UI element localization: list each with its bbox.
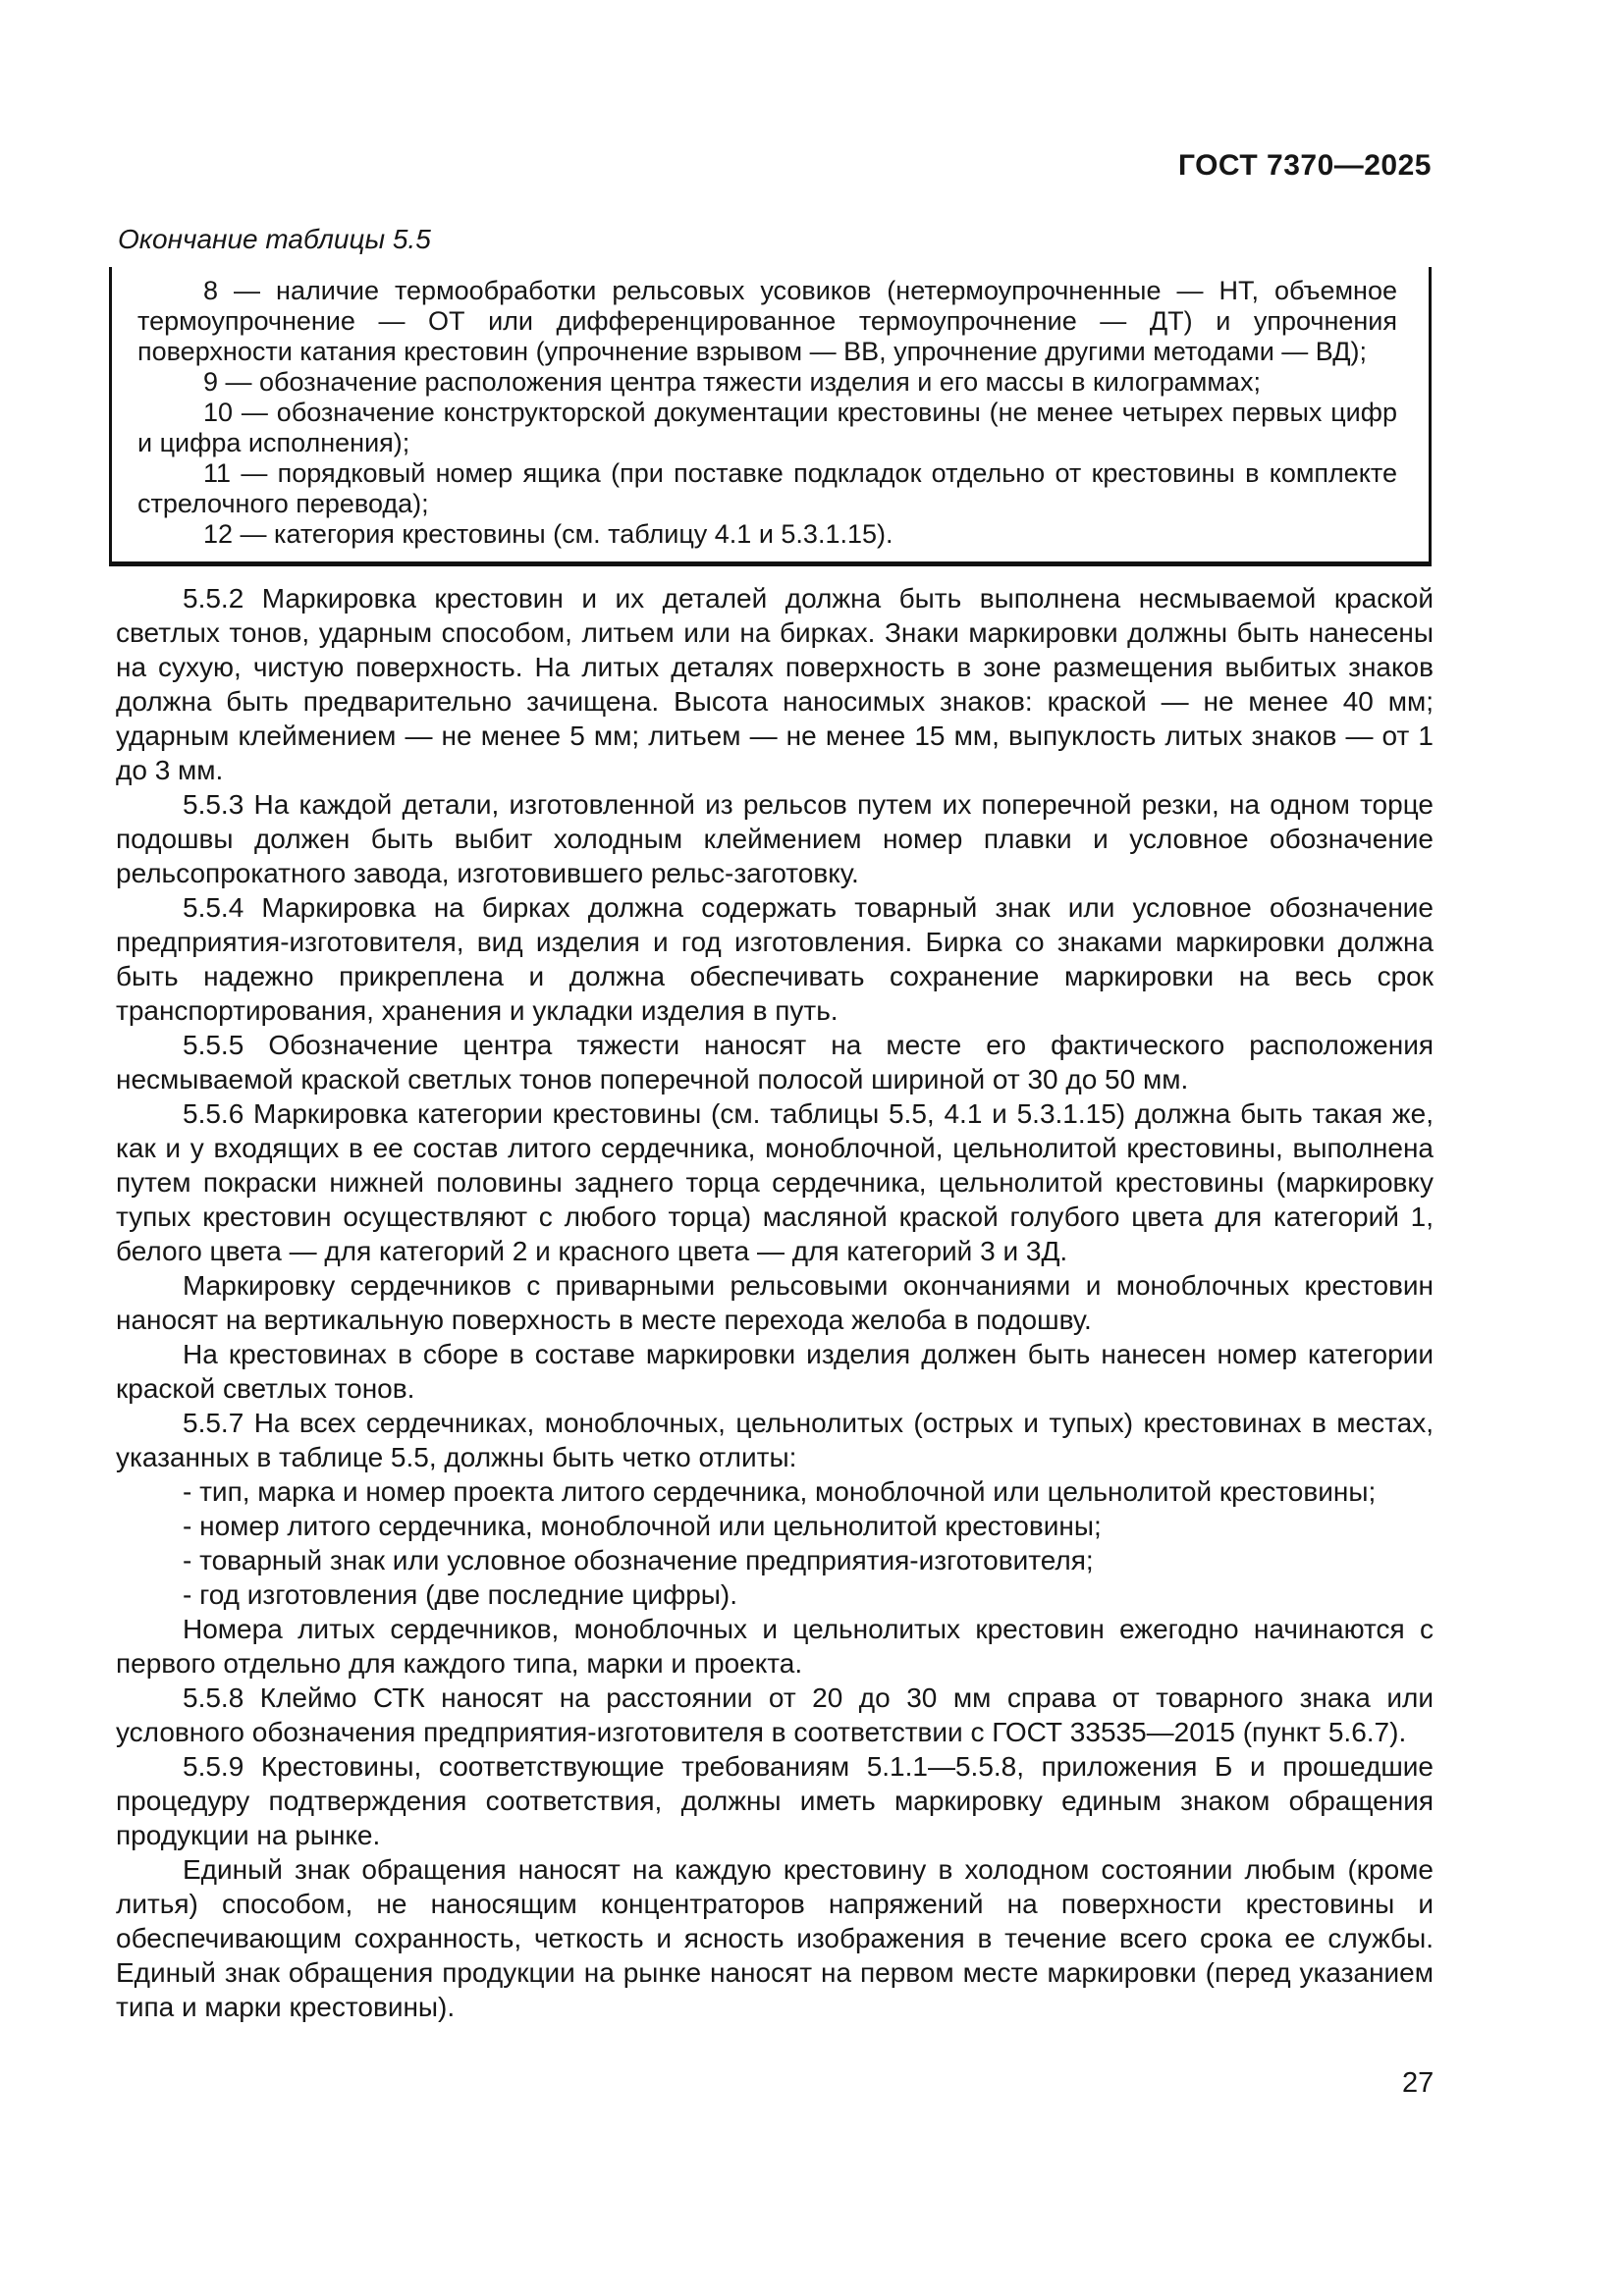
paragraph-5-5-9: 5.5.9 Крестовины, соответствующие требованиям 5.1.1—5.5.8, приложения Б и прошедшие процедуру подтверждения соответствия, должны иметь маркировку единым знаком обращения продукции на рынке. — [116, 1751, 1434, 1850]
paragraph-5-5-4: 5.5.4 Маркировка на бирках должна содержать товарный знак или условное обозначение предприятия-изготовителя, вид изделия и год изготовления. Бирка со знаками маркировки должна быть надежно прикреплена и должна обеспечивать сохранение маркировки на весь срок транспортирования, хранения и укладки изделия в путь. — [116, 892, 1434, 1026]
paragraph-marking-cores: Маркировку сердечников с приварными рельсовыми окончаниями и моноблочных крестовин наносят на вертикальную поверхность в месте перехода желоба в подошву. — [116, 1270, 1434, 1335]
document-body — [116, 581, 1434, 2024]
paragraph-5-5-2: 5.5.2 Маркировка крестовин и их деталей должна быть выполнена несмываемой краской светлых тонов, ударным способом, литьем или на бирках. Знаки маркировки должны быть нанесены на сухую, чистую поверхность. На литых деталях поверхность в зоне размещения выбитых знаков должна быть предварительно зачищена. Высота наносимых знаков: краской — не менее 40 мм; ударным клеймением — не менее 5 мм; литьем — не менее 15 мм, выпуклость литых знаков — от 1 до 3 мм. — [116, 583, 1434, 785]
table-note-item: 8 — наличие термообработки рельсовых усовиков (нетермоупрочненные — НТ, объемное термоупрочнение — ОТ или дифференцированное термоупрочнение — ДТ) и упрочнения поверхности катания крестовин (упрочнение взрывом — ВВ, упрочнение другими методами — ВД); — [137, 276, 1397, 366]
paragraph-5-5-7: 5.5.7 На всех сердечниках, моноблочных, цельнолитых (острых и тупых) крестовинах в местах, указанных в таблице 5.5, должны быть четко отлиты: — [116, 1408, 1434, 1472]
paragraph-5-5-6: 5.5.6 Маркировка категории крестовины (см. таблицы 5.5, 4.1 и 5.3.1.15) должна быть такая же, как и у входящих в ее состав литого сердечника, моноблочной, цельнолитой крестовины, выполнена путем покраски нижней половины заднего торца сердечника, цельнолитой крестовины (маркировку тупых крестовин осуществляют с любого торца) масляной краской голубого цвета для категорий 1, белого цвета — для категорий 2 и красного цвета — для категорий 3 и 3Д. — [116, 1098, 1434, 1266]
paragraph-5-5-5: 5.5.5 Обозначение центра тяжести наносят на месте его фактического расположения несмываемой краской светлых тонов поперечной полосой шириной от 30 до 50 мм. — [116, 1030, 1434, 1095]
table-continuation-caption: Окончание таблицы 5.5 — [118, 224, 431, 254]
list-item-year: - год изготовления (две последние цифры). — [183, 1579, 737, 1610]
table-note-item: 10 — обозначение конструкторской документации крестовины (не менее четырех первых цифр и цифра исполнения); — [137, 398, 1397, 457]
paragraph-numbering: Номера литых сердечников, моноблочных и цельнолитых крестовин ежегодно начинаются с первого отдельно для каждого типа, марки и проекта. — [116, 1614, 1434, 1679]
paragraph-single-mark: Единый знак обращения наносят на каждую крестовину в холодном состоянии любым (кроме литья) способом, не наносящим концентраторов напряжений на поверхности крестовины и обеспечивающим сохранность, четкость и ясность изображения в течение всего срока ее службы. Единый знак обращения продукции на рынке наносят на первом месте маркировки (перед указанием типа и марки крестовины). — [116, 1854, 1434, 2022]
table-note-item: 9 — обозначение расположения центра тяжести изделия и его массы в килограммах; — [203, 367, 1261, 397]
table-note-box — [109, 267, 1432, 566]
list-item-trademark: - товарный знак или условное обозначение предприятия-изготовителя; — [183, 1545, 1094, 1575]
paragraph-5-5-8: 5.5.8 Клеймо СТК наносят на расстоянии от 20 до 30 мм справа от товарного знака или условного обозначения предприятия-изготовителя в соответствии с ГОСТ 33535—2015 (пункт 5.6.7). — [116, 1682, 1434, 1747]
table-note-item: 12 — категория крестовины (см. таблицу 4.1 и 5.3.1.15). — [203, 519, 893, 549]
list-item-core-number: - номер литого сердечника, моноблочной или цельнолитой крестовины; — [183, 1511, 1102, 1541]
paragraph-assembled-frogs: На крестовинах в сборе в составе маркировки изделия должен быть нанесен номер категории краской светлых тонов. — [116, 1339, 1434, 1404]
paragraph-5-5-3: 5.5.3 На каждой детали, изготовленной из рельсов путем их поперечной резки, на одном торце подошвы должен быть выбит холодным клеймением номер плавки и условное обозначение рельсопрокатного завода, изготовившего рельс-заготовку. — [116, 789, 1434, 888]
table-note-item: 11 — порядковый номер ящика (при поставке подкладок отдельно от крестовины в комплекте стрелочного перевода); — [137, 458, 1397, 518]
document-code-header: ГОСТ 7370—2025 — [1177, 149, 1432, 182]
page-number: 27 — [1402, 2067, 1435, 2099]
list-item-type-brand: - тип, марка и номер проекта литого сердечника, моноблочной или цельнолитой крестовины; — [183, 1476, 1377, 1507]
